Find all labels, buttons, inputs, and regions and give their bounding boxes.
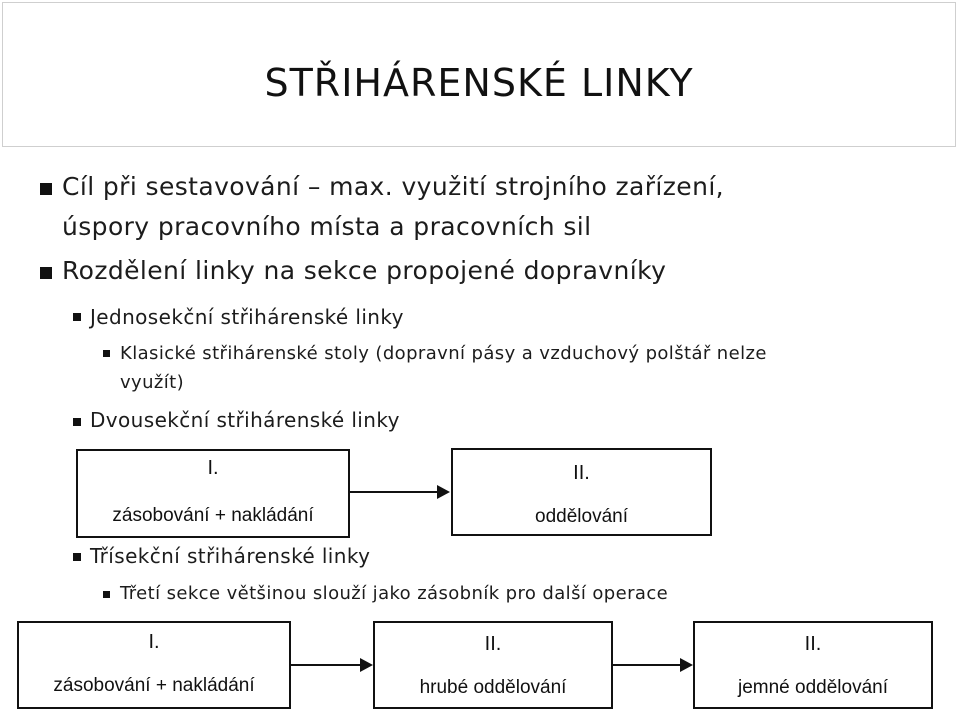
section-number: I. <box>207 457 219 479</box>
bullet-classic-line2: využít) <box>120 372 185 393</box>
section-label: jemné oddělování <box>738 677 888 698</box>
section-box-1 <box>76 449 350 538</box>
bullet-division: Rozdělení linky na sekce propojené dopravníky <box>62 256 667 285</box>
bullet-square <box>73 313 81 321</box>
section-number: I. <box>148 631 160 653</box>
bullet-square <box>103 591 110 598</box>
section-label: oddělování <box>535 506 628 527</box>
bullet-classic-line1: Klasické střihárenské stoly (dopravní pásy a vzduchový polštář nelze <box>120 343 767 364</box>
bullet-square <box>73 553 81 561</box>
bullet-square <box>73 418 81 426</box>
connector-arrow <box>350 491 438 493</box>
arrow-head-icon <box>680 658 693 672</box>
title-box <box>2 2 956 147</box>
bullet-third-section: Třetí sekce většinou slouží jako zásobník pro další operace <box>120 583 669 604</box>
bullet-square <box>103 350 110 357</box>
section-box-2 <box>373 621 613 709</box>
arrow-head-icon <box>437 485 450 499</box>
section-number: II. <box>484 633 502 655</box>
section-label: zásobování + nakládání <box>53 675 255 696</box>
section-label: zásobování + nakládání <box>112 505 314 526</box>
section-label: hrubé oddělování <box>419 677 567 698</box>
bullet-goal-line1: Cíl při sestavování – max. využití strojního zařízení, <box>62 172 725 201</box>
bullet-three-section: Třísekční střihárenské linky <box>90 544 371 568</box>
bullet-one-section: Jednosekční střihárenské linky <box>90 305 404 329</box>
connector-arrow <box>291 664 361 666</box>
section-number: II. <box>804 633 822 655</box>
slide-title: STŘIHÁRENSKÉ LINKY <box>264 61 694 105</box>
section-number: II. <box>573 462 590 484</box>
bullet-two-section: Dvousekční střihárenské linky <box>90 408 400 432</box>
section-box-1 <box>17 621 291 709</box>
section-box-2 <box>451 448 712 536</box>
connector-arrow <box>613 664 681 666</box>
bullet-square <box>40 183 52 195</box>
section-box-3 <box>693 621 933 709</box>
bullet-goal-line2: úspory pracovního místa a pracovních sil <box>62 212 592 241</box>
bullet-square <box>40 267 52 279</box>
arrow-head-icon <box>360 658 373 672</box>
